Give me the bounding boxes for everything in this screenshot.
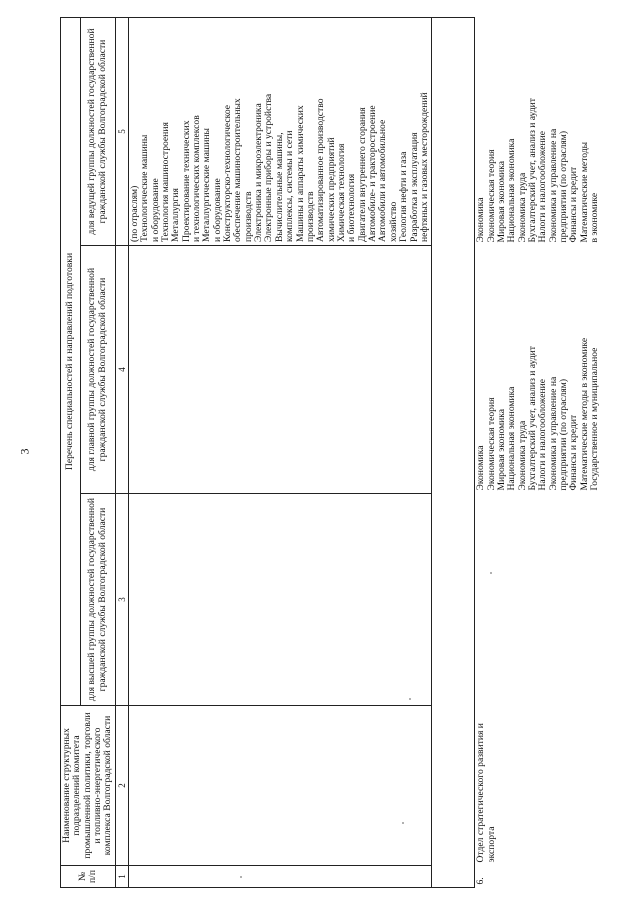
list-item: Экономика (475, 445, 487, 491)
page-number: 3 (17, 448, 32, 455)
scan-speck (490, 572, 492, 574)
list-item: производств (242, 191, 254, 242)
list-item: Машины и аппараты химических (294, 105, 306, 242)
list-item: хозяйство (387, 201, 399, 242)
table-container (60, 18, 620, 888)
list-item: нефтяных и газовых месторождений (418, 92, 430, 242)
list-item: Металлургические машины (201, 128, 213, 242)
scan-speck (402, 822, 404, 824)
rotated-page (60, 18, 620, 888)
list-item: обеспечение машиностроительных (232, 98, 244, 242)
list-item: Химическая технология (335, 143, 347, 242)
list-item: Автомобиле- и тракторостроение (367, 105, 379, 242)
header-name: Наименование структурных подразделений комитета промышленной политики, торговли и топливно-энергетического комплекса Волгоградской области (61, 706, 116, 866)
list-item: Экономика и управление на (547, 128, 559, 243)
list-item: комплексы, системы и сети (284, 130, 296, 242)
list-item: Технология машиностроения (159, 122, 171, 242)
list-item: Экономика труда (516, 420, 528, 491)
col-number: 1 (115, 866, 128, 888)
list-item: Бухгалтерский учет, анализ и аудит (527, 98, 539, 243)
scan-speck (240, 876, 242, 878)
list-item: Вычислительные машины, (273, 132, 285, 242)
list-item: Математические методы в экономике (578, 337, 590, 491)
list-item: Технологические машины (139, 134, 151, 242)
list-item: Металлургия (170, 188, 182, 242)
list-item: Государственное и муниципальное (589, 347, 601, 491)
list-item: Бухгалтерский учет, анализ и аудит (527, 346, 539, 491)
list-item: Автомобили и автомобильное (377, 119, 389, 242)
table-gap (432, 17, 475, 887)
list-item: и биотехнология (346, 173, 358, 242)
header-group-title: Перечень специальностей и направлений подготовки (61, 17, 81, 705)
scan-speck (409, 698, 411, 700)
list-item: Экономическая теория (485, 149, 497, 243)
list-item: Налоги и налогообложение (537, 379, 549, 491)
list-item: Электроника и микроэлектроника (253, 103, 265, 242)
row-number: 6. (475, 877, 487, 885)
department-name: Отдел стратегического развития и экспорта (475, 723, 497, 863)
list-item: предприятии (по отраслям) (558, 130, 570, 243)
header-num: № п/п (61, 866, 116, 888)
header-leading: для ведущей группы должностей государственной гражданской службы Волгоградской области (80, 17, 115, 245)
col-number: 4 (115, 246, 128, 494)
list-item: Национальная экономика (506, 138, 518, 243)
list-item: и технологических комплексов (190, 115, 202, 242)
header-highest: для высшей группы должностей государственной гражданской службы Волгоградской области (80, 494, 115, 706)
continuation-col5-list (128, 17, 431, 245)
list-item: (по отраслям) (128, 185, 140, 242)
list-item: Мировая экономика (495, 408, 507, 491)
list-item: Экономика (475, 197, 487, 243)
col-number: 2 (115, 706, 128, 866)
list-item: Электронные приборы и устройства (263, 93, 275, 242)
list-item: Экономика труда (516, 172, 528, 243)
list-item: и оборудование (149, 178, 161, 242)
specialties-table (60, 17, 640, 888)
header-row-1 (61, 17, 81, 887)
list-item: Двигатели внутреннего сгорания (356, 107, 368, 242)
list-item: и оборудование (211, 178, 223, 242)
main-group-list (475, 246, 640, 494)
column-number-row (115, 17, 128, 887)
col-number: 5 (115, 17, 128, 245)
list-item: Математические методы (578, 141, 590, 243)
list-item: производств (304, 191, 316, 242)
leading-group-list (475, 17, 640, 245)
list-item: Разработка и эксплуатация (408, 132, 420, 242)
list-item: предприятии (по отраслям) (558, 378, 570, 491)
list-item: Автоматизированное производство (315, 98, 327, 242)
list-item: Национальная экономика (506, 386, 518, 491)
list-item: химических предприятий (325, 137, 337, 242)
list-item: Экономика и управление на (547, 376, 559, 491)
list-item: Геология нефти и газа (398, 151, 410, 242)
list-item: Мировая экономика (495, 160, 507, 243)
list-item: в экономике (589, 192, 601, 243)
list-item: Финансы и кредит (568, 166, 580, 243)
list-item: Проектирование технических (180, 120, 192, 242)
list-item: Конструкторско-технологическое (222, 104, 234, 242)
list-item: Экономическая теория (485, 397, 497, 491)
department-row (475, 17, 640, 887)
continuation-row (128, 17, 431, 887)
list-item: Финансы и кредит (568, 414, 580, 491)
header-main: для главной группы должностей государственной гражданской службы Волгоградской области (80, 246, 115, 494)
col-number: 3 (115, 494, 128, 706)
list-item: Налоги и налогообложение (537, 131, 549, 243)
